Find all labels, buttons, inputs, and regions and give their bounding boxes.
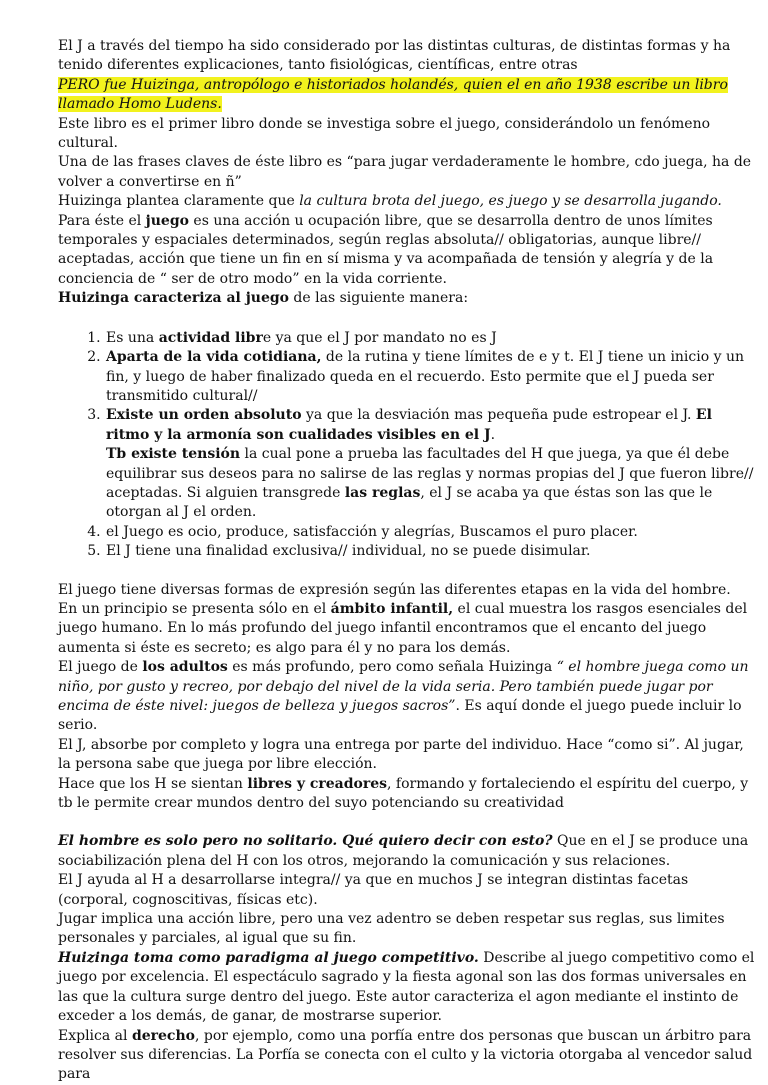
paragraph-adultos: El juego de los adultos es más profundo, pero como señala Huizinga “ el hombre juega como un niño, por gusto y recreo, por debajo del nivel de la vida seria. Pero también puede jugar por encima de éste nivel: juegos de belleza y juegos sacros”. Es aquí donde el juego puede incluir lo serio.: [58, 659, 749, 734]
paragraph-characterizes: Huizinga caracteriza al juego de las siguiente manera:: [58, 290, 469, 307]
paragraph-derecho: Explica al derecho, por ejemplo, como una porfía entre dos personas que buscan un árbitro para resolver sus diferencias. La Porfía se conecta con el culto y la victoria otorgaba al vencedor salud para: [58, 1027, 753, 1083]
list-item: 2. Aparta de la vida cotidiana, de la rutina y tiene límites de e y t. El J tiene un inicio y un fin, y luego de haber finalizado queda en el recuerdo. Esto permite que el J pueda ser transmitido cultural//: [105, 348, 758, 406]
paragraph-intro: El J a través del tiempo ha sido considerado por las distintas culturas, de distintas formas y ha tenido diferentes explicaciones, tanto fisiológicas, científicas, entre otras: [58, 38, 731, 74]
list-item: 3. Existe un orden absoluto ya que la desviación mas pequeña pude estropear el J. El ritmo y la armonía son cualidades visibles en el J. Tb existe tensión la cual pone a prueba las facultades del H que juega, ya que él debe equilibrar sus deseos para no salirse de las reglas y normas propias del J que fueron libre// aceptadas. Si alguien transgrede las reglas, el J se acaba ya que éstas son las que le otorgan al J el orden.: [105, 406, 758, 522]
list-item: 5. El J tiene una finalidad exclusiva// individual, no se puede disimular.: [105, 542, 758, 561]
document-body: [58, 37, 758, 1085]
paragraph-reglas: Jugar implica una acción libre, pero una vez adentro se deben respetar sus reglas, sus limites personales y parciales, al igual que su fin.: [58, 911, 725, 947]
characteristics-list: [58, 329, 758, 562]
paragraph-absorbe: El J, absorbe por completo y logra una entrega por parte del individuo. Hace “como si”. Al jugar, la persona sabe que juega por libre elección.: [58, 736, 744, 773]
paragraph-book: Este libro es el primer libro donde se investiga sobre el juego, considerándolo un fenómeno cultural.: [58, 115, 711, 152]
highlighted-text: PERO fue Huizinga, antropólogo e historiados holandés, quien el en año 1938 escribe un libro llamado Homo Ludens.: [58, 76, 728, 113]
paragraph-solitario: El hombre es solo pero no solitario. Qué quiero decir con esto? Que en el J se produce una sociabilización plena del H con los otros, mejorando la comunicación y sus relaciones.: [58, 833, 749, 869]
paragraph-definition: Para éste el juego es una acción u ocupación libre, que se desarrolla dentro de unos límites temporales y espaciales determinados, según reglas absoluta// obligatorias, aunque libre// aceptadas, acción que tiene un fin en sí misma y va acompañada de tensión y alegría y de la conciencia de “ ser de otro modo” en la vida corriente.: [58, 212, 714, 287]
paragraph-infantil: En un principio se presenta sólo en el ámbito infantil, el cual muestra los rasgos esenciales del juego humano. En lo más profundo del juego infantil encontramos que el encanto del juego aumenta si éste es secreto; es algo para él y no para los demás.: [58, 600, 748, 656]
list-item: 1. Es una actividad libre ya que el J por mandato no es J: [105, 329, 758, 348]
spacer: [58, 813, 758, 832]
paragraph-creadores: Hace que los H se sientan libres y creadores, formando y fortaleciendo el espíritu del cuerpo, y tb le permite crear mundos dentro del suyo potenciando su creatividad: [58, 775, 749, 812]
list-item: 4. el Juego es ocio, produce, satisfacción y alegrías, Buscamos el puro placer.: [105, 523, 758, 542]
paragraph-culture: Huizinga plantea claramente que la cultura brota del juego, es juego y se desarrolla jugando.: [58, 193, 722, 210]
paragraph-key-phrase: Una de las frases claves de éste libro es “para jugar verdaderamente le hombre, cdo juega, ha de volver a convertirse en ñ”: [58, 154, 752, 190]
paragraph-competitivo: Huizinga toma como paradigma al juego competitivo. Describe al juego competitivo como el juego por excelencia. El espectáculo sagrado y la fiesta agonal son las dos formas universales en las que la cultura surge dentro del juego. Este autor caracteriza el agon mediante el instinto de exceder a los demás, de ganar, de mostrarse superior.: [58, 949, 755, 1025]
paragraph-highlight: [58, 76, 758, 115]
spacer: [58, 562, 758, 581]
paragraph-forms: El juego tiene diversas formas de expresión según las diferentes etapas en la vida del hombre.: [58, 581, 731, 598]
paragraph-integra: El J ayuda al H a desarrollarse integra// ya que en muchos J se integran distintas facetas (corporal, cognoscitivas, físicas etc).: [58, 872, 689, 908]
